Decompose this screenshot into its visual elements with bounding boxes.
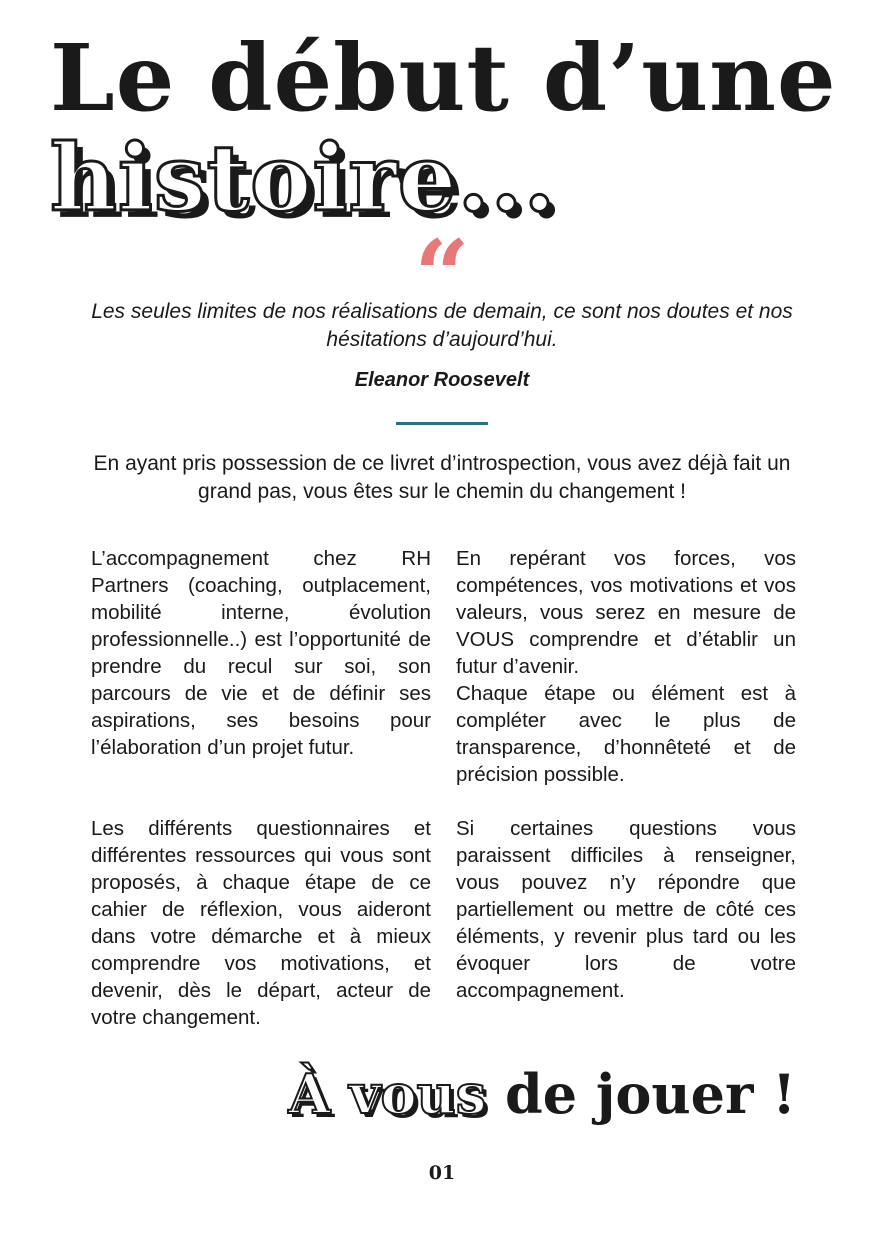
column-left-block-1 <box>91 545 431 761</box>
cta-outline-text: À vous <box>288 1062 487 1126</box>
paragraph-questions: Si certaines questions vous paraissent difficiles à renseigner, vous pouvez n’y répondre que partiellement ou mettre de côté ces éléments, y revenir plus tard ou les évoquer lors de votre accompagnement. <box>456 817 796 1002</box>
cta-solid-text: de jouer ! <box>504 1062 796 1126</box>
intro-paragraph: En ayant pris possession de ce livret d’introspection, vous avez déjà fait un grand pas, vous êtes sur le chemin du changement ! <box>93 452 791 503</box>
divider <box>396 422 488 425</box>
call-to-action <box>288 1058 796 1130</box>
paragraph-forces: En repérant vos forces, vos compétences, vos motivations et vos valeurs, vous serez en mesure de VOUS comprendre et d’établir un futur d’avenir. <box>456 547 796 678</box>
title-line-2: histoire... <box>50 124 557 232</box>
quote-text: Les seules limites de nos réalisations de demain, ce sont nos doutes et nos hésitations d’aujourd’hui. <box>91 300 793 351</box>
column-left-block-2 <box>91 815 431 1031</box>
column-right-block-1 <box>456 545 796 788</box>
paragraph-accompagnement: L’accompagnement chez RH Partners (coaching, outplacement, mobilité interne, évolution professionnelle..) est l’opportunité de prendre du recul sur soi, son parcours de vie et de définir ses aspirations, ses besoins pour l’élaboration d’un projet futur. <box>91 547 431 759</box>
quote-mark-icon: “ <box>414 219 470 332</box>
title-line-1: Le début d’une <box>50 24 837 132</box>
paragraph-etapes: Chaque étape ou élément est à compléter avec le plus de transparence, d’honnêteté et de précision possible. <box>456 682 796 786</box>
column-right-block-2 <box>456 815 796 1004</box>
page-number: 01 <box>428 1162 456 1184</box>
quote-author: Eleanor Roosevelt <box>354 369 530 391</box>
paragraph-questionnaires: Les différents questionnaires et différentes ressources qui vous sont proposés, à chaque étape de ce cahier de réflexion, vous aideront dans votre démarche et à mieux comprendre vos motivations, et devenir, dès le départ, acteur de votre changement. <box>91 817 431 1029</box>
page-title <box>50 24 837 232</box>
